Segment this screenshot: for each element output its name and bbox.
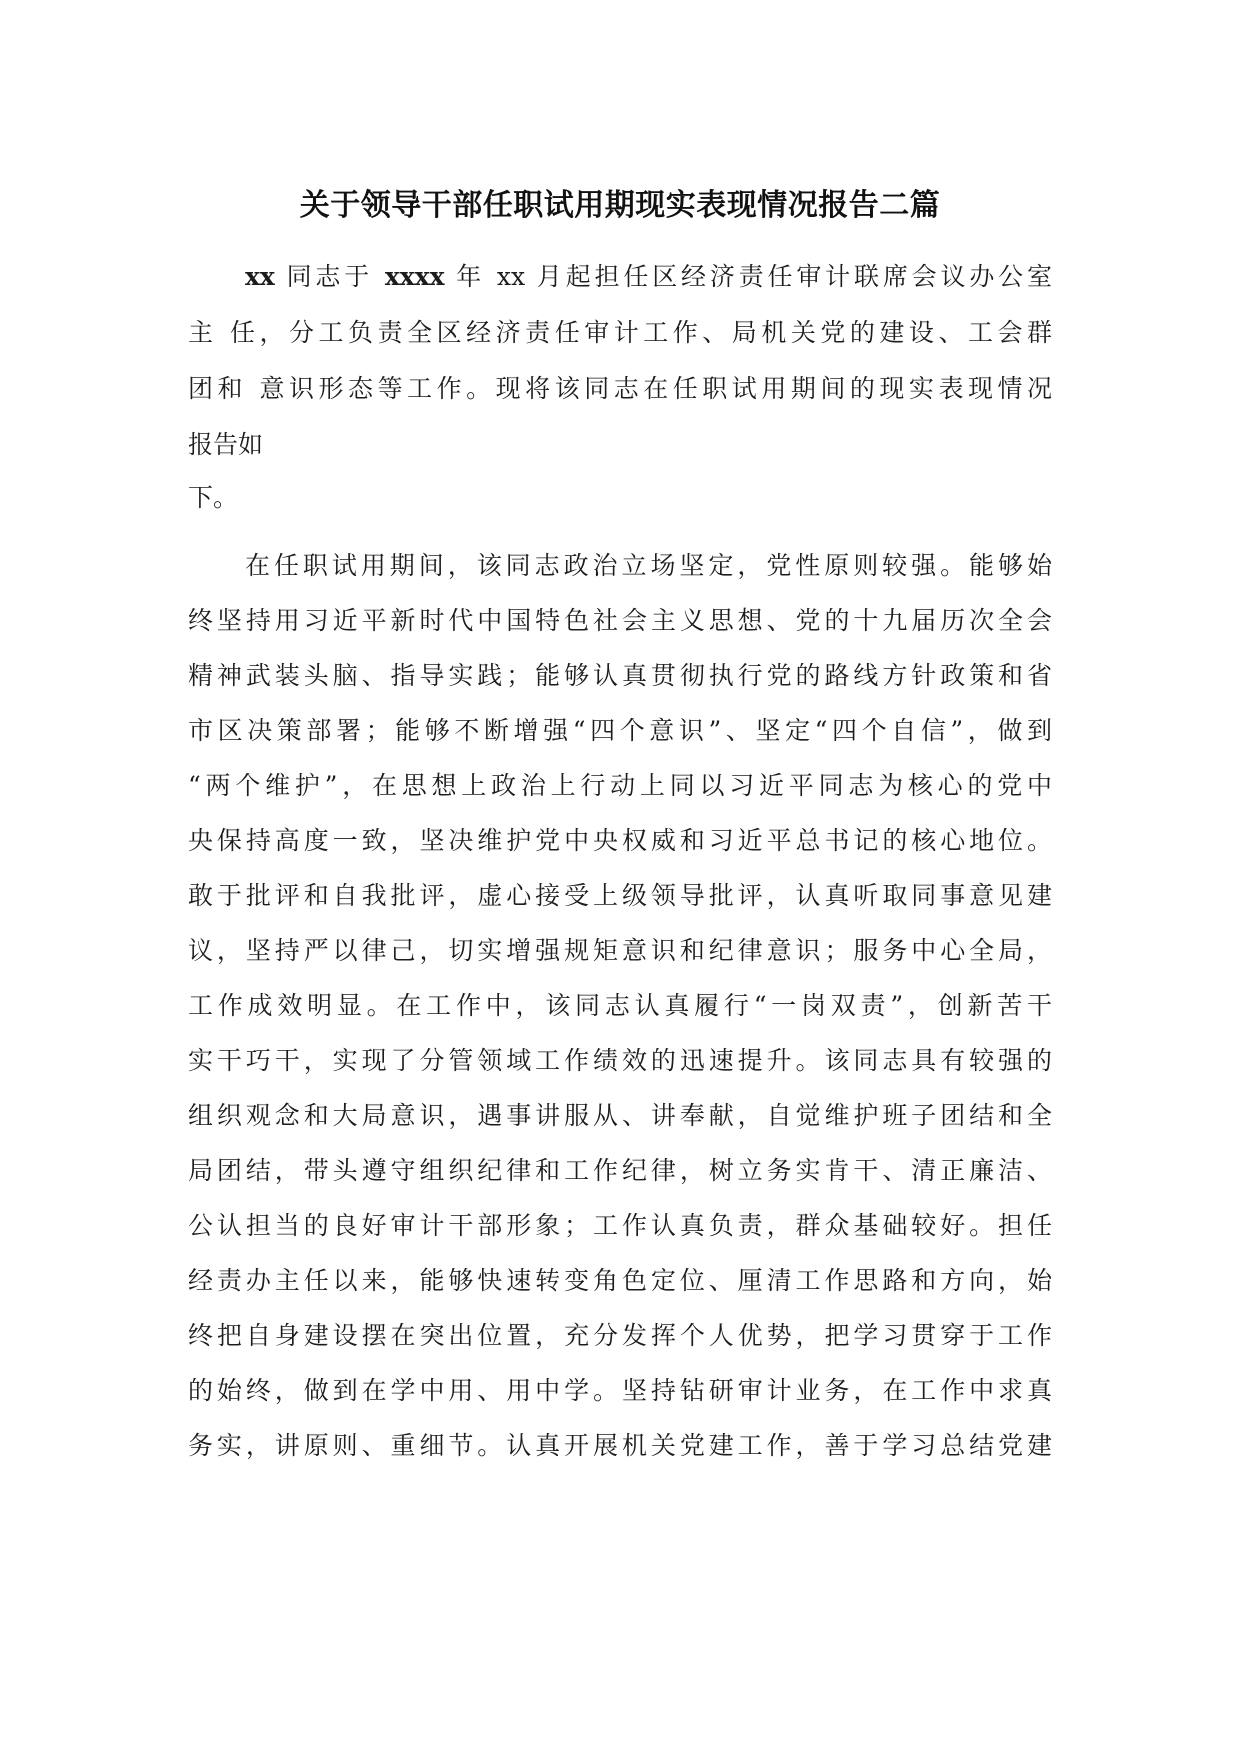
body-line: 公认担当的良好审计干部形象；工作认真负责，群众基础较好。担任 bbox=[188, 1211, 1052, 1240]
paragraph-1-line-3: 团和 意识形态等工作。现将该同志在任职试用期间的现实表现情况 bbox=[188, 374, 1052, 403]
body-line: “两个维护”，在思想上政治上行动上同以习近平同志为核心的党中 bbox=[188, 771, 1052, 800]
document-title: 关于领导干部任职试用期现实表现情况报告二篇 bbox=[299, 188, 941, 223]
body-line: 在任职试用期间，该同志政治立场坚定，党性原则较强。能够始 bbox=[245, 551, 1052, 580]
body-line: 务实，讲原则、重细节。认真开展机关党建工作，善于学习总结党建 bbox=[188, 1431, 1052, 1460]
body-line: 终把自身建设摆在突出位置，充分发挥个人优势，把学习贯穿于工作 bbox=[188, 1321, 1052, 1350]
body-line: 敢于批评和自我批评，虚心接受上级领导批评，认真听取同事意见建 bbox=[188, 881, 1052, 910]
body-line: 工作成效明显。在工作中，该同志认真履行“一岗双责”，创新苦干 bbox=[188, 991, 1052, 1020]
paragraph-1-line-4: 报告如 bbox=[188, 430, 264, 459]
paragraph-1-line-2: 主 任，分工负责全区经济责任审计工作、局机关党的建设、工会群 bbox=[188, 318, 1052, 347]
body-line: 经责办主任以来，能够快速转变角色定位、厘清工作思路和方向，始 bbox=[188, 1266, 1052, 1295]
body-line: 的始终，做到在学中用、用中学。坚持钻研审计业务，在工作中求真 bbox=[188, 1376, 1052, 1405]
intro-text: 同志于 bbox=[274, 262, 385, 291]
paragraph-1-line-5: 下。 bbox=[188, 483, 239, 512]
body-line: 精神武装头脑、指导实践；能够认真贯彻执行党的路线方针政策和省 bbox=[188, 661, 1052, 690]
body-line: 局团结，带头遵守组织纪律和工作纪律，树立务实肯干、清正廉洁、 bbox=[188, 1156, 1052, 1185]
body-line: 市区决策部署；能够不断增强“四个意识”、坚定“四个自信”，做到 bbox=[188, 716, 1052, 745]
body-line: 实干巧干，实现了分管领域工作绩效的迅速提升。该同志具有较强的 bbox=[188, 1046, 1052, 1075]
body-line: 终坚持用习近平新时代中国特色社会主义思想、党的十九届历次全会 bbox=[188, 606, 1052, 635]
year-placeholder: xxxx bbox=[384, 262, 445, 291]
intro-text: 年 xx 月起担任区经济责任审计联席会议办公室 bbox=[444, 262, 1052, 291]
body-line: 议，坚持严以律己，切实增强规矩意识和纪律意识；服务中心全局， bbox=[188, 936, 1052, 965]
body-line: 央保持高度一致，坚决维护党中央权威和习近平总书记的核心地位。 bbox=[188, 826, 1052, 855]
name-placeholder: xx bbox=[245, 262, 275, 291]
body-line: 组织观念和大局意识，遇事讲服从、讲奉献，自觉维护班子团结和全 bbox=[188, 1101, 1052, 1130]
paragraph-1-line-1 bbox=[245, 260, 1052, 294]
